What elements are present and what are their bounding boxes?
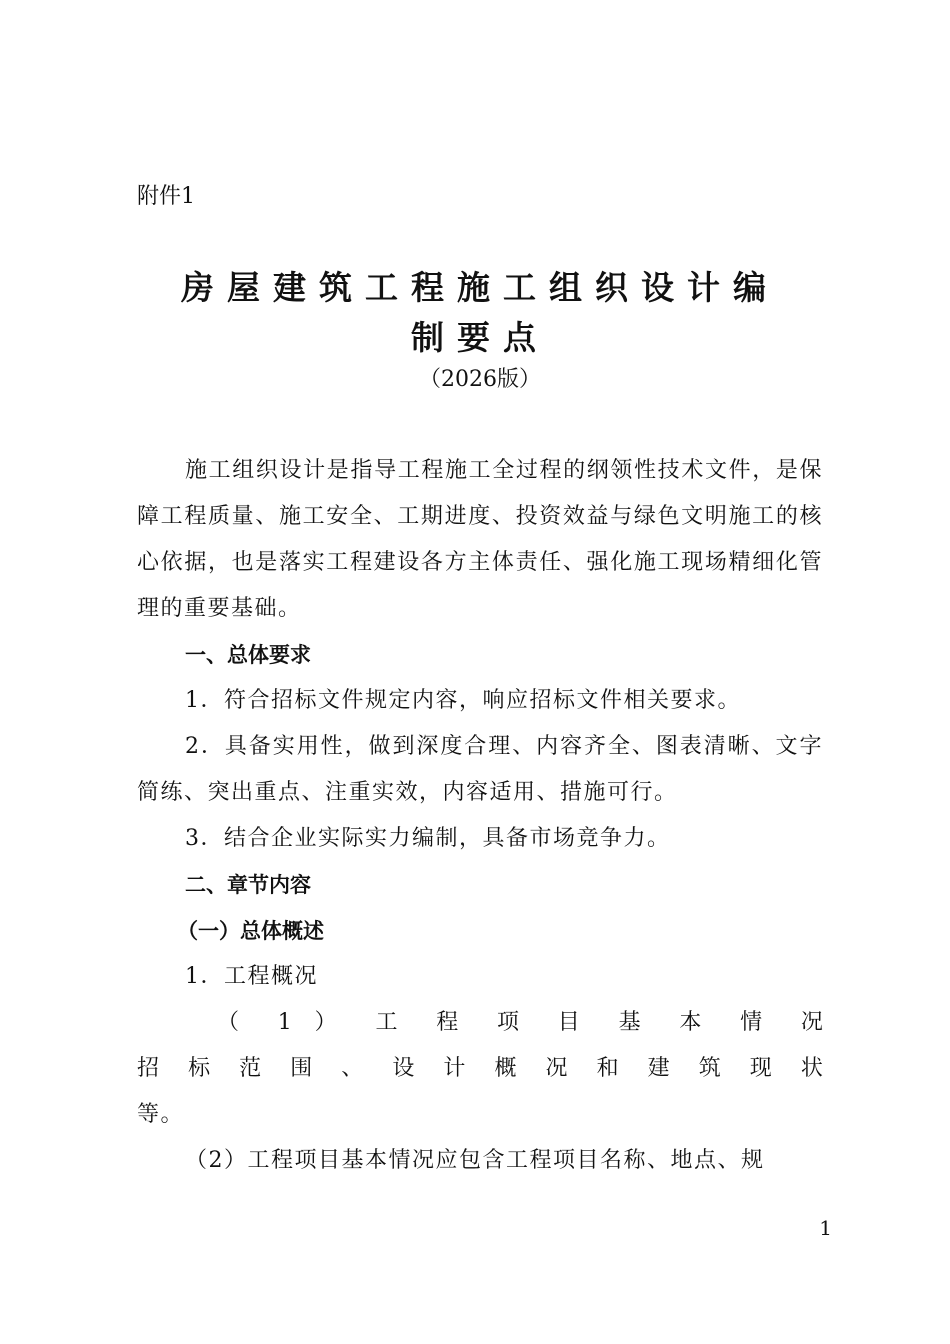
section-heading-chapters: 二、章节内容 xyxy=(185,873,311,897)
list-item-line: （ 1 ） 工 程 项 目 基 本 情 况 xyxy=(217,1010,823,1035)
section-heading-general: 一、总体要求 xyxy=(185,643,311,667)
list-item-line: 等。 xyxy=(137,1102,185,1127)
document-title-line1: 房屋建筑工程施工组织设计编 xyxy=(181,268,779,307)
document-body xyxy=(137,448,823,1184)
subsection-heading-overview: （一）总体概述 xyxy=(177,919,324,943)
requirement-item: 3．结合企业实际实力编制，具备市场竞争力。 xyxy=(185,826,671,851)
document-title-line2: 制要点 xyxy=(411,318,549,357)
page-number: 1 xyxy=(819,1216,832,1240)
intro-paragraph: 施工组织设计是指导工程施工全过程的纲领性技术文件，是保障工程质量、施工安全、工期进度、投资效益与绿色文明施工的核心依据，也是落实工程建设各方主体责任、强化施工现场精细化管理的重要基础。 xyxy=(137,458,823,621)
list-item-line: 招 标 范 围 、 设 计 概 况 和 建 筑 现 状 xyxy=(137,1056,823,1081)
requirement-item: 1．符合招标文件规定内容，响应招标文件相关要求。 xyxy=(185,688,741,713)
edition-label: （2026版） xyxy=(419,367,541,392)
list-item: （2）工程项目基本情况应包含工程项目名称、地点、规 xyxy=(185,1148,765,1173)
requirement-item: 2．具备实用性，做到深度合理、内容齐全、图表清晰、文字简练、突出重点、注重实效，内容适用、措施可行。 xyxy=(137,734,823,805)
attachment-label: 附件1 xyxy=(137,184,195,209)
list-item: 1．工程概况 xyxy=(185,964,318,989)
